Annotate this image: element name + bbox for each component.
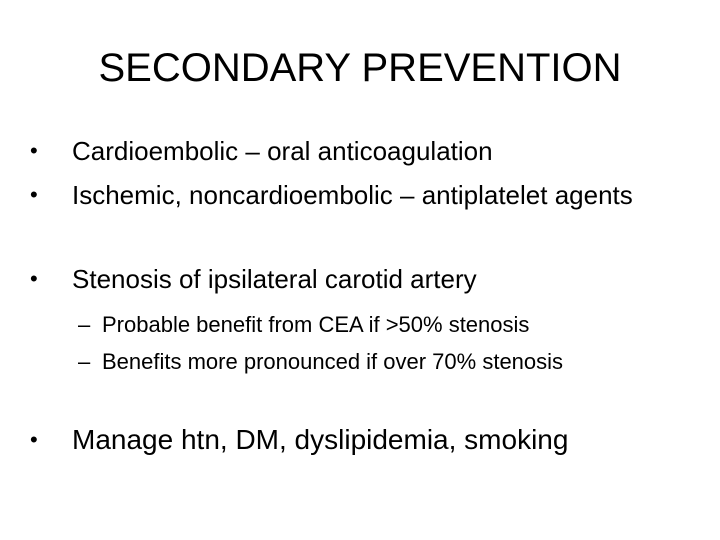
sub-bullet-text: Probable benefit from CEA if >50% stenosis: [102, 312, 530, 337]
bullet-text: Ischemic, noncardioembolic – antiplatelet agents: [72, 180, 633, 210]
bullet-marker: •: [30, 182, 38, 207]
sub-bullet-marker: –: [78, 349, 91, 374]
sub-bullet-item: [78, 310, 678, 339]
slide-title: SECONDARY PREVENTION: [98, 46, 622, 90]
bullet-item: [30, 424, 670, 456]
sub-bullet-item: [78, 347, 578, 376]
bullet-marker: •: [30, 427, 38, 452]
bullet-marker: •: [30, 266, 38, 291]
bullet-marker: •: [30, 138, 38, 163]
bullet-text: Manage htn, DM, dyslipidemia, smoking: [72, 424, 569, 455]
bullet-item: [30, 180, 670, 210]
bullet-text: Cardioembolic – oral anticoagulation: [72, 136, 493, 166]
bullet-text: Stenosis of ipsilateral carotid artery: [72, 264, 477, 294]
bullet-item: [30, 264, 670, 294]
bullet-item: [30, 136, 670, 166]
sub-bullet-marker: –: [78, 312, 91, 337]
sub-bullet-text: Benefits more pronounced if over 70% stenosis: [102, 349, 564, 374]
